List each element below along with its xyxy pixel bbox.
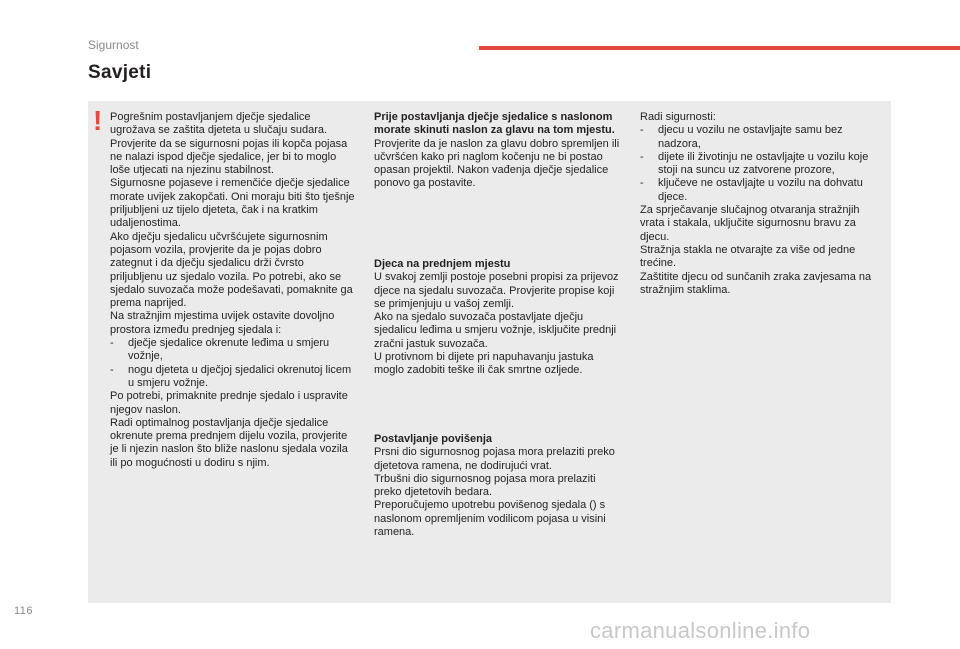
- paragraph: Zaštitite djecu od sunčanih zraka zavjesama na stražnjim staklima.: [640, 270, 872, 296]
- paragraph: Radi sigurnosti:: [640, 111, 716, 123]
- warning-exclamation-icon: !: [93, 105, 103, 136]
- list-item-text: djecu u vozilu ne ostavljajte samu bez nadzora,: [658, 124, 843, 150]
- list-item: [110, 337, 355, 364]
- headrest-block: [374, 111, 624, 191]
- paragraph: Za sprječavanje slučajnog otvaranja stražnjih vrata i stakala, uključite sigurnosnu bravu za djecu.: [640, 204, 860, 243]
- block-title: Prije postavljanja dječje sjedalice s naslonom morate skinuti naslon za glavu na tom mjestu.: [374, 111, 615, 137]
- warning-column: [110, 111, 355, 470]
- paragraph: Na stražnjim mjestima uvijek ostavite dovoljno prostora između prednjeg sjedala i:: [110, 310, 335, 336]
- list-item: [640, 177, 885, 204]
- paragraph: U protivnom bi dijete pri napuhavanju jastuka moglo zadobiti teške ili čak smrtne ozljede.: [374, 351, 594, 377]
- paragraph: Ako na sjedalo suvozača postavljate dječju sjedalicu leđima u smjeru vožnje, isključite prednji zračni jastuk suvozača.: [374, 311, 617, 350]
- list-dash: -: [110, 337, 114, 350]
- list-item-text: ključeve ne ostavljajte u vozilu na dohvatu djece.: [658, 177, 863, 203]
- paragraph: Pogrešnim postavljanjem dječje sjedalice ugrožava se zaštita djeteta u slučaju sudara.: [110, 111, 328, 137]
- page-title: Savjeti: [88, 62, 152, 83]
- list-item-text: nogu djeteta u dječjoj sjedalici okrenutoj licem u smjeru vožnje.: [128, 363, 352, 389]
- paragraph: Radi optimalnog postavljanja dječje sjedalice okrenute prema prednjem dijelu vozila, provjerite je li njezin naslon što bliže naslonu sjedala vozila ili po mogućnosti u dodiru s njim.: [110, 416, 348, 469]
- paragraph: Sigurnosne pojaseve i remenčiće dječje sjedalice morate uvijek zakopčati. Oni moraju biti što tješnje priljubljeni uz tijelo djeteta, čak i na kratkim udaljenostima.: [110, 177, 355, 230]
- paragraph: Provjerite da se sigurnosni pojas ili kopča pojasa ne nalazi ispod dječje sjedalice, jer bi to moglo loše utjecati na njezinu stabilnost.: [110, 137, 348, 177]
- list-item-text: dječje sjedalice okrenute leđima u smjeru vožnje,: [128, 337, 330, 363]
- right-column: [640, 111, 885, 297]
- header-accent-rule: [479, 46, 960, 50]
- paragraph: Stražnja stakla ne otvarajte za više od jedne trećine.: [640, 243, 856, 270]
- list-dash: -: [640, 150, 644, 163]
- block-title: Djeca na prednjem mjestu: [374, 258, 511, 270]
- list-item-text: dijete ili životinju ne ostavljajte u vozilu koje stoji na suncu uz zatvorene prozore,: [658, 150, 869, 177]
- list-item: [640, 124, 885, 151]
- front-seat-block: [374, 258, 624, 378]
- paragraph: Prsni dio sigurnosnog pojasa mora prelaziti preko djetetova ramena, ne dodirujući vrat.: [374, 446, 615, 472]
- paragraph: Preporučujemo upotrebu povišenog sjedala () s naslonom opremljenim vodilicom pojasa u visini ramena.: [374, 499, 606, 539]
- list-dash: -: [640, 177, 644, 190]
- paragraph: Trbušni dio sigurnosnog pojasa mora prelaziti preko djetetovih bedara.: [374, 472, 596, 499]
- section-title: Sigurnost: [88, 38, 139, 52]
- paragraph: Po potrebi, primaknite prednje sjedalo i uspravite njegov naslon.: [110, 390, 348, 416]
- list-dash: -: [110, 363, 114, 376]
- booster-block: [374, 433, 624, 539]
- middle-column: [374, 111, 624, 539]
- paragraph: U svakoj zemlji postoje posebni propisi za prijevoz djece na sjedalu suvozača. Provjerite propise koji se primjenjuju u vašoj zemlji.: [374, 271, 619, 310]
- list-item: [110, 364, 355, 391]
- watermark: carmanualsonline.info: [590, 618, 811, 643]
- paragraph: Ako dječju sjedalicu učvršćujete sigurnosnim pojasom vozila, provjerite da je pojas dobro zategnut i da dječju sjedalicu drži čvrsto priljubljenu uz sjedalo vozila. Po potrebi, ako se sjedalo suvozača može podešavati, pomaknite ga prema naprijed.: [110, 230, 353, 310]
- list-dash: -: [640, 124, 644, 137]
- block-title: Postavljanje povišenja: [374, 433, 492, 445]
- paragraph: Provjerite da je naslon za glavu dobro spremljen ili učvršćen kako pri naglom kočenju ne bi postao opasan projektil. Nakon vađenja dječje sjedalice ponovo ga postavite.: [374, 137, 620, 190]
- list-item: [640, 151, 885, 178]
- page-number: 116: [14, 605, 34, 617]
